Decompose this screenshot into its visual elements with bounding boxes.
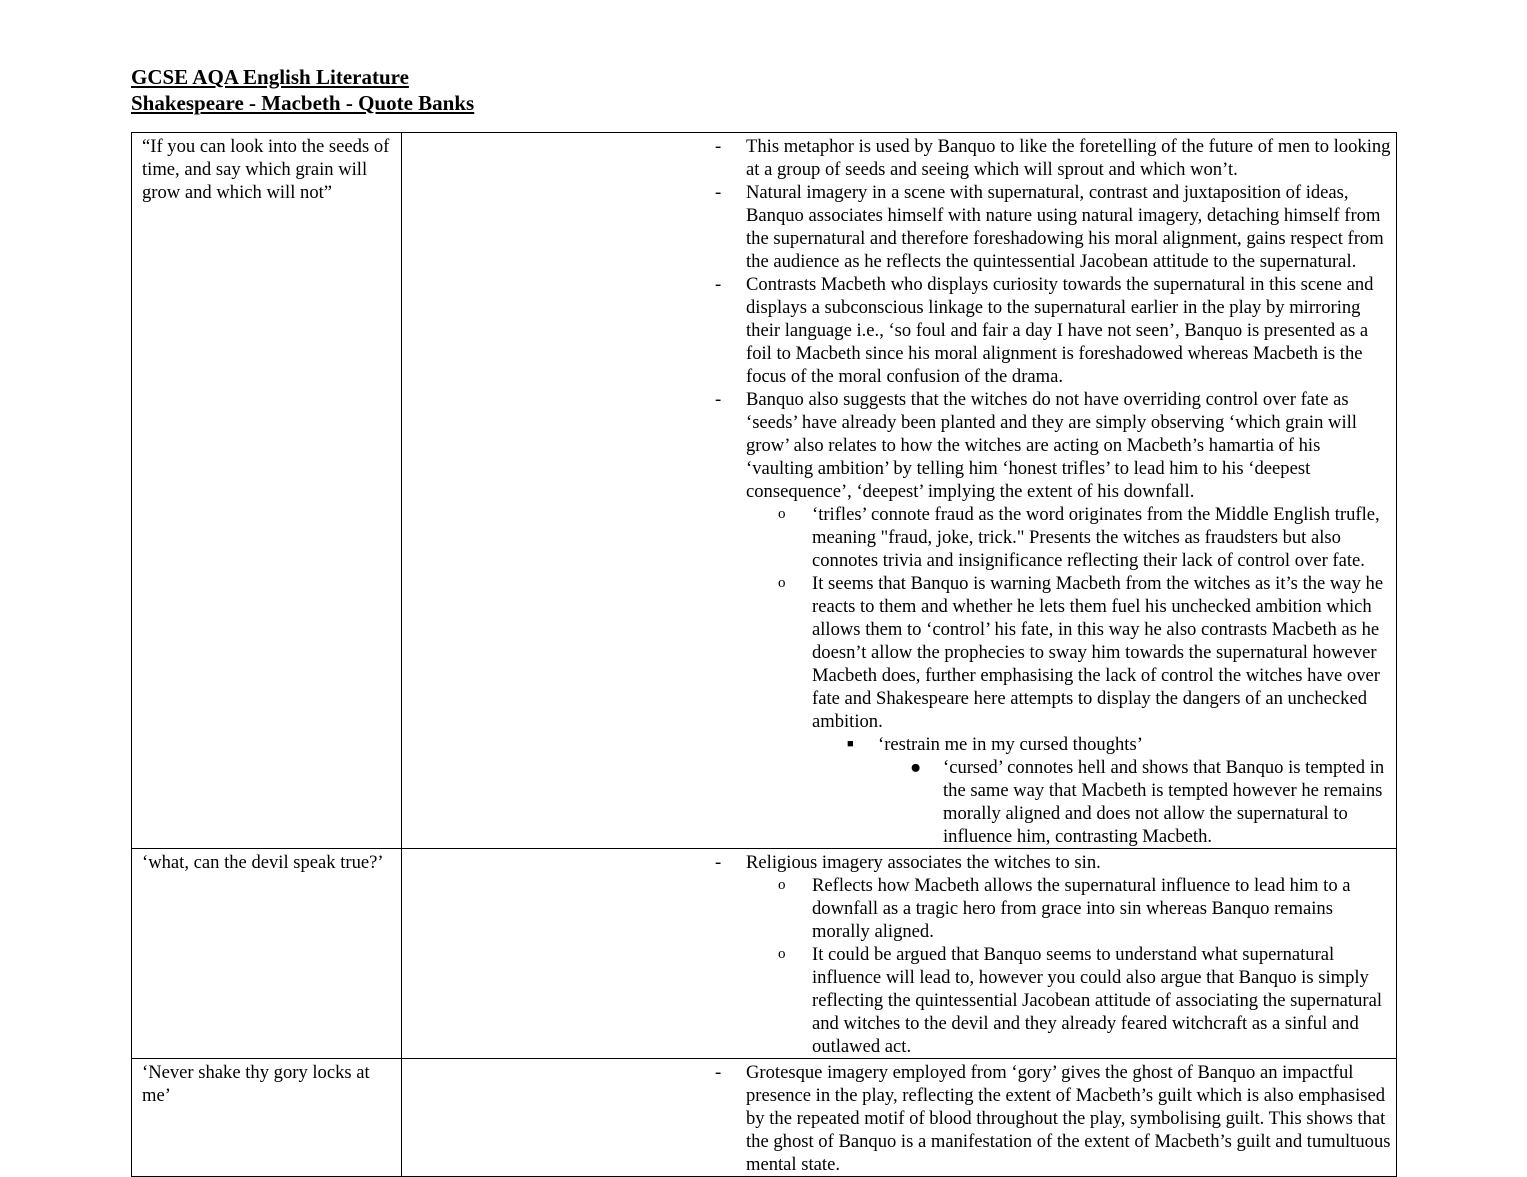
dash-bullet: - xyxy=(715,1062,722,1083)
sub-quote: ‘restrain me in my cursed thoughts’ xyxy=(878,734,1143,755)
square-bullet: ■ xyxy=(847,738,854,750)
quote-cell: ‘Never shake thy gory locks at me’ xyxy=(132,1059,402,1177)
dash-bullet: - xyxy=(715,274,722,295)
quote-cell: “If you can look into the seeds of time, and say which grain will grow and which will not” xyxy=(132,133,402,849)
list-item xyxy=(402,943,1392,1058)
dash-bullet: - xyxy=(715,182,722,203)
list-item xyxy=(402,1061,1392,1176)
list-item xyxy=(402,874,1392,943)
dash-bullet: - xyxy=(715,852,722,873)
list-item xyxy=(402,733,1392,756)
list-item xyxy=(402,135,1392,181)
circle-bullet: o xyxy=(778,946,786,962)
quote-bank-table xyxy=(131,132,1397,1177)
analysis-subpoint: Reflects how Macbeth allows the supernatural influence to lead him to a downfall as a tragic hero from grace into sin whereas Banquo remains morally aligned. xyxy=(812,875,1351,942)
list-item xyxy=(402,388,1392,503)
dash-bullet: - xyxy=(715,389,722,410)
circle-bullet: o xyxy=(778,877,786,893)
analysis-point: Banquo also suggests that the witches do not have overriding control over fate as ‘seeds’ have already been planted and they are simply observing ‘which grain will grow’ also relates to how the witches are acting on Macbeth’s hamartia of his ‘vaulting ambition’ by telling him ‘honest trifles’ to lead him to his ‘deepest consequence’, ‘deepest’ implying the extent of his downfall. xyxy=(746,389,1357,502)
analysis-cell xyxy=(402,1059,1397,1177)
document-header xyxy=(131,64,474,116)
circle-bullet: o xyxy=(778,506,786,522)
analysis-point: Religious imagery associates the witches to sin. xyxy=(746,852,1101,873)
analysis-point: Natural imagery in a scene with supernatural, contrast and juxtaposition of ideas, Banquo associates himself with nature using natural imagery, detaching himself from the supernatural and therefore foreshadowing his moral alignment, gains respect from the audience as he reflects the quintessential Jacobean attitude to the supernatural. xyxy=(746,182,1384,272)
quote-cell: ‘what, can the devil speak true?’ xyxy=(132,849,402,1059)
analysis-cell xyxy=(402,133,1397,849)
analysis-subpoint: It seems that Banquo is warning Macbeth from the witches as it’s the way he reacts to them and whether he lets them fuel his unchecked ambition which allows them to ‘control’ his fate, in this way he also contrasts Macbeth as he doesn’t allow the prophecies to sway him towards the supernatural however Macbeth does, further emphasising the lack of control the witches have over fate and Shakespeare here attempts to display the dangers of an unchecked ambition. xyxy=(812,573,1384,732)
table-row xyxy=(132,849,1397,1059)
table-row xyxy=(132,133,1397,849)
table-row xyxy=(132,1059,1397,1177)
list-item xyxy=(402,273,1392,388)
list-item xyxy=(402,851,1392,874)
list-item xyxy=(402,503,1392,572)
analysis-cell xyxy=(402,849,1397,1059)
sub-quote-analysis: ‘cursed’ connotes hell and shows that Banquo is tempted in the same way that Macbeth is tempted however he remains morally aligned and does not allow the supernatural to influence him, contrasting Macbeth. xyxy=(943,757,1385,847)
analysis-point: This metaphor is used by Banquo to like the foretelling of the future of men to looking at a group of seeds and seeing which will sprout and which won’t. xyxy=(746,136,1391,180)
list-item xyxy=(402,572,1392,733)
list-item xyxy=(402,181,1392,273)
analysis-subpoint: It could be argued that Banquo seems to understand what supernatural influence will lead to, however you could also argue that Banquo is simply reflecting the quintessential Jacobean attitude of associating the supernatural and witches to the devil and they already feared witchcraft as a sinful and outlawed act. xyxy=(812,944,1383,1057)
list-item xyxy=(402,756,1392,848)
analysis-point: Contrasts Macbeth who displays curiosity towards the supernatural in this scene and displays a subconscious linkage to the supernatural earlier in the play by mirroring their language i.e., ‘so foul and fair a day I have not seen’, Banquo is presented as a foil to Macbeth since his moral alignment is foreshadowed whereas Macbeth is the focus of the moral confusion of the drama. xyxy=(746,274,1374,387)
dash-bullet: - xyxy=(715,136,722,157)
dot-bullet: ● xyxy=(910,757,922,778)
analysis-point: Grotesque imagery employed from ‘gory’ gives the ghost of Banquo an impactful presence in the play, reflecting the extent of Macbeth’s guilt which is also emphasised by the repeated motif of blood throughout the play, symbolising guilt. This shows that the ghost of Banquo is a manifestation of the extent of Macbeth’s guilt and tumultuous mental state. xyxy=(746,1062,1391,1175)
document-title: GCSE AQA English Literature xyxy=(131,65,409,89)
analysis-subpoint: ‘trifles’ connote fraud as the word originates from the Middle English trufle, meaning "fraud, joke, trick." Presents the witches as fraudsters but also connotes trivia and insignificance reflecting their lack of control over fate. xyxy=(812,504,1380,571)
document-subtitle: Shakespeare - Macbeth - Quote Banks xyxy=(131,91,475,115)
circle-bullet: o xyxy=(778,575,786,591)
